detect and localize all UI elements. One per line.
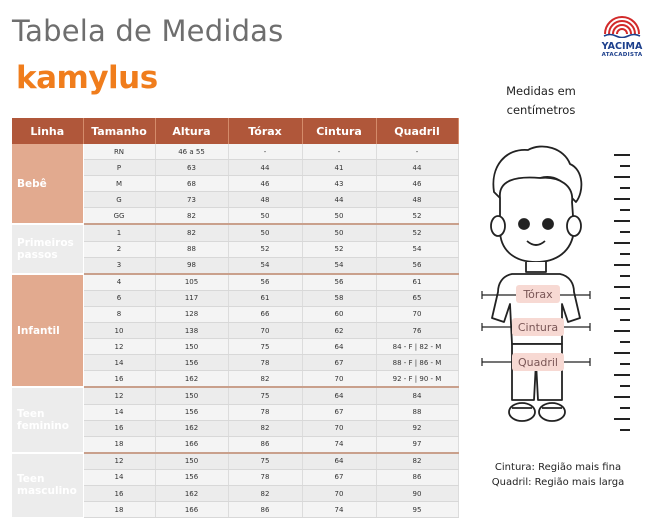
- table-cell: 18: [83, 436, 155, 453]
- table-cell: 18: [83, 502, 155, 518]
- table-cell: 43: [302, 176, 376, 192]
- table-cell: 12: [83, 387, 155, 404]
- table-cell: 56: [228, 274, 302, 291]
- table-body: [12, 144, 458, 518]
- table-cell: 70: [228, 323, 302, 339]
- table-cell: 10: [83, 323, 155, 339]
- table-cell: 67: [302, 355, 376, 371]
- table-cell: -: [302, 144, 376, 160]
- yacima-logo: [592, 12, 652, 62]
- table-cell: 78: [228, 404, 302, 420]
- table-cell: 75: [228, 387, 302, 404]
- table-cell: 67: [302, 404, 376, 420]
- table-cell: 16: [83, 420, 155, 436]
- table-cell: 74: [302, 502, 376, 518]
- table-cell: 78: [228, 469, 302, 485]
- table-cell: 54: [302, 257, 376, 274]
- table-row: [12, 453, 458, 470]
- table-cell: 70: [302, 420, 376, 436]
- table-cell: 82: [155, 224, 228, 241]
- table-cell: 70: [302, 485, 376, 501]
- table-cell: 166: [155, 436, 228, 453]
- table-cell: 117: [155, 290, 228, 306]
- table-cell: 3: [83, 257, 155, 274]
- table-cell: 14: [83, 355, 155, 371]
- table-cell: 84: [376, 387, 458, 404]
- column-header: Tamanho: [83, 118, 155, 144]
- table-cell: M: [83, 176, 155, 192]
- table-cell: 75: [228, 453, 302, 470]
- group-label: Teen feminino: [12, 387, 83, 452]
- column-header: Quadril: [376, 118, 458, 144]
- table-cell: RN: [83, 144, 155, 160]
- table-cell: 150: [155, 339, 228, 355]
- note-cintura: Cintura: Região mais fina: [494, 462, 622, 473]
- table-cell: 68: [155, 176, 228, 192]
- logo-subtitle: ATACADISTA: [601, 52, 643, 58]
- table-cell: 64: [302, 339, 376, 355]
- table-cell: 14: [83, 404, 155, 420]
- table-cell: 54: [228, 257, 302, 274]
- group-label: Infantil: [12, 274, 83, 388]
- table-cell: 162: [155, 485, 228, 501]
- label-quadril: Quadril: [518, 356, 558, 369]
- table-cell: 61: [376, 274, 458, 291]
- table-cell: 14: [83, 469, 155, 485]
- table-row: [12, 387, 458, 404]
- table-cell: 105: [155, 274, 228, 291]
- table-cell: 78: [228, 355, 302, 371]
- table-cell: 50: [302, 224, 376, 241]
- table-cell: 92 - F | 90 - M: [376, 371, 458, 388]
- child-measurement-illustration: [472, 140, 652, 440]
- table-cell: 52: [228, 241, 302, 257]
- table-cell: G: [83, 192, 155, 208]
- measurement-notes: [483, 460, 633, 490]
- table-cell: 88: [155, 241, 228, 257]
- group-label: Bebê: [12, 144, 83, 224]
- table-cell: 44: [302, 192, 376, 208]
- table-cell: 16: [83, 371, 155, 388]
- table-cell: 66: [228, 306, 302, 322]
- table-cell: 88: [376, 404, 458, 420]
- height-ruler: [614, 155, 630, 430]
- table-cell: 52: [376, 224, 458, 241]
- table-cell: 162: [155, 371, 228, 388]
- table-cell: 156: [155, 404, 228, 420]
- table-cell: 6: [83, 290, 155, 306]
- table-cell: 70: [302, 371, 376, 388]
- table-cell: 1: [83, 224, 155, 241]
- table-row: [12, 144, 458, 160]
- table-cell: -: [228, 144, 302, 160]
- table-cell: 150: [155, 387, 228, 404]
- table-header-row: [12, 118, 458, 144]
- table-cell: 12: [83, 453, 155, 470]
- table-row: [12, 274, 458, 291]
- measure-labels: [512, 285, 564, 371]
- table-cell: 44: [228, 160, 302, 176]
- table-cell: 50: [302, 208, 376, 225]
- table-cell: 73: [155, 192, 228, 208]
- table-cell: 138: [155, 323, 228, 339]
- table-cell: 162: [155, 420, 228, 436]
- group-label: Teen masculino: [12, 453, 83, 518]
- table-cell: 50: [228, 208, 302, 225]
- table-cell: 156: [155, 355, 228, 371]
- group-label: Primeiros passos: [12, 224, 83, 273]
- logo-name: YACIMA: [601, 41, 643, 52]
- table-cell: 64: [302, 387, 376, 404]
- label-torax: Tórax: [523, 288, 553, 301]
- table-cell: 88 - F | 86 - M: [376, 355, 458, 371]
- table-cell: 64: [302, 453, 376, 470]
- table-cell: 44: [376, 160, 458, 176]
- table-cell: 4: [83, 274, 155, 291]
- table-cell: 54: [376, 241, 458, 257]
- table-cell: 95: [376, 502, 458, 518]
- table-cell: 97: [376, 436, 458, 453]
- page-title: Tabela de Medidas: [12, 14, 284, 48]
- table-cell: 52: [376, 208, 458, 225]
- size-table: [12, 118, 459, 519]
- table-cell: 92: [376, 420, 458, 436]
- units-caption: [476, 82, 606, 120]
- table-cell: 12: [83, 339, 155, 355]
- table-cell: 86: [376, 469, 458, 485]
- table-cell: 75: [228, 339, 302, 355]
- table-cell: 82: [155, 208, 228, 225]
- yacima-emblem-icon: [602, 12, 642, 38]
- table-cell: 84 - F | 82 - M: [376, 339, 458, 355]
- table-cell: 70: [376, 306, 458, 322]
- table-cell: 48: [376, 192, 458, 208]
- column-header: Linha: [12, 118, 83, 144]
- column-header: Altura: [155, 118, 228, 144]
- table-cell: 8: [83, 306, 155, 322]
- table-cell: 166: [155, 502, 228, 518]
- table-cell: GG: [83, 208, 155, 225]
- table-cell: 46 a 55: [155, 144, 228, 160]
- table-cell: 74: [302, 436, 376, 453]
- table-cell: 65: [376, 290, 458, 306]
- table-cell: 52: [302, 241, 376, 257]
- table-cell: 56: [302, 274, 376, 291]
- table-cell: 2: [83, 241, 155, 257]
- table-cell: 82: [228, 420, 302, 436]
- caption-line: centímetros: [506, 103, 576, 117]
- table-cell: 86: [228, 502, 302, 518]
- table-cell: 60: [302, 306, 376, 322]
- table-cell: 76: [376, 323, 458, 339]
- table-cell: 50: [228, 224, 302, 241]
- caption-line: Medidas em: [506, 84, 576, 98]
- table-cell: 46: [376, 176, 458, 192]
- table-cell: 128: [155, 306, 228, 322]
- table-cell: 61: [228, 290, 302, 306]
- label-cintura: Cintura: [517, 321, 559, 334]
- table-cell: 98: [155, 257, 228, 274]
- table-cell: 156: [155, 469, 228, 485]
- table-cell: 16: [83, 485, 155, 501]
- table-cell: 62: [302, 323, 376, 339]
- table-cell: 56: [376, 257, 458, 274]
- table-cell: 86: [228, 436, 302, 453]
- table-cell: -: [376, 144, 458, 160]
- table-cell: 58: [302, 290, 376, 306]
- child-figure: [491, 146, 581, 421]
- table-cell: 150: [155, 453, 228, 470]
- column-header: Cintura: [302, 118, 376, 144]
- table-cell: 48: [228, 192, 302, 208]
- brand-logo: kamylus: [16, 60, 158, 96]
- table-cell: 67: [302, 469, 376, 485]
- table-cell: 82: [376, 453, 458, 470]
- table-row: [12, 224, 458, 241]
- table-cell: 82: [228, 371, 302, 388]
- table-cell: 41: [302, 160, 376, 176]
- table-cell: 63: [155, 160, 228, 176]
- column-header: Tórax: [228, 118, 302, 144]
- table-cell: 82: [228, 485, 302, 501]
- note-quadril: Quadril: Região mais larga: [491, 477, 625, 488]
- table-cell: P: [83, 160, 155, 176]
- table-cell: 90: [376, 485, 458, 501]
- table-cell: 46: [228, 176, 302, 192]
